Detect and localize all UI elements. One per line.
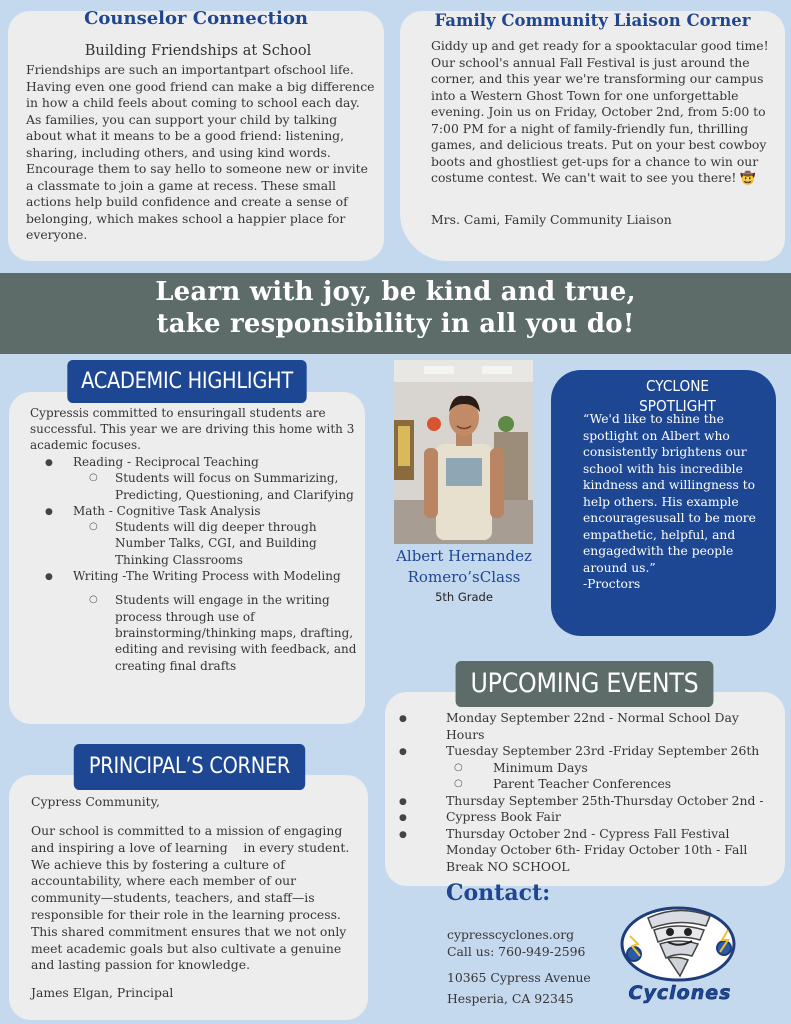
events-list	[385, 710, 785, 875]
event-fall-break: Monday October 6th- Friday October 10th - Fall Break NO SCHOOL	[446, 842, 748, 874]
academic-intro: Cypressis committed to ensuringall students are successful. This year we are driving this home with 3 academic focuses.	[30, 406, 355, 452]
list-item: ● Thursday September 25th-Thursday October 2nd -	[385, 793, 765, 810]
list-item: ○ Students will dig deeper through Number Talks, CGI, and Building Thinking Classrooms	[73, 519, 361, 568]
list-item	[31, 568, 361, 674]
student-grade: 5th Grade	[435, 590, 493, 604]
list-item: ○ Students will engage in the writing process through use of brainstorming/thinking maps, drafting, editing and revising with feedback, and creating final drafts	[73, 592, 361, 673]
principal-title: PRINCIPAL’S CORNER	[74, 744, 305, 790]
list-item: ○ Minimum Days	[438, 760, 785, 777]
contact-website[interactable]: cypresscyclones.org	[447, 927, 575, 942]
list-item: ○ Students will focus on Summarizing, Predicting, Questioning, and Clarifying	[73, 470, 361, 503]
student-photo	[394, 360, 533, 544]
events-list-a	[385, 710, 765, 760]
liaison-card	[400, 11, 785, 261]
cowboy-emoji-icon: 🤠	[740, 170, 756, 185]
liaison-signature: Mrs. Cami, Family Community Liaison	[431, 212, 672, 227]
spotlight-title-line-2: SPOTLIGHT	[639, 397, 716, 415]
list-item: ● Monday September 22nd - Normal School Day Hours	[385, 710, 765, 743]
spotlight-signature: -Proctors	[583, 577, 641, 591]
list-item: ● Cypress Book Fair	[385, 809, 765, 826]
principal-body: Our school is committed to a mission of engaging and inspiring a love of learning in every student. We achieve this by fostering a culture of accountability, where each member of our community—students, teachers, and staff—is responsible for their role in the learning process. This shared commitment ensures that we not only meet academic goals but also cultivate a genuine and lasting passion for knowledge.	[31, 823, 354, 973]
sub-list	[73, 470, 361, 503]
liaison-text: Giddy up and get ready for a spooktacular good time! Our school's annual Fall Festival is just around the corner, and this year we're transforming our campus into a Western Ghost Town for one unforgettable evening. Join us on Friday, October 2nd, from 5:00 to 7:00 PM for a night of family-friendly fun, thrilling games, and delicious treats. Put on your best cowboy boots and ghostliest get-ups for a chance to win our costume contest. We can't wait to see you there!	[431, 38, 769, 185]
academic-title: ACADEMIC HIGHLIGHT	[67, 360, 306, 403]
academic-item-label: Math - Cognitive Task Analysis	[73, 503, 261, 518]
liaison-title: Family Community Liaison Corner	[434, 11, 751, 30]
spotlight-title	[566, 376, 789, 416]
liaison-body	[431, 38, 776, 187]
counselor-title: Counselor Connection	[84, 8, 308, 29]
list-item: ● Tuesday September 23rd -Friday September 26th	[385, 743, 765, 760]
sub-list	[73, 592, 361, 673]
list-item	[31, 454, 361, 503]
events-title: UPCOMING EVENTS	[456, 661, 714, 707]
spotlight-card	[551, 370, 776, 636]
principal-greeting: Cypress Community,	[31, 794, 160, 809]
contact-address-line-1: 10365 Cypress Avenue	[447, 970, 591, 985]
events-sub-list	[438, 760, 785, 793]
motto-banner	[0, 273, 791, 354]
spotlight-title-line-1: CYCLONE	[645, 377, 710, 395]
event-festival: ● Thursday October 2nd - Cypress Fall Festival	[446, 825, 730, 841]
academic-list	[31, 454, 361, 674]
contact-address-line-2: Hesperia, CA 92345	[447, 991, 574, 1006]
student-name	[380, 546, 548, 588]
cyclone-mascot-icon	[600, 896, 760, 986]
counselor-card	[8, 8, 384, 261]
counselor-subtitle: Building Friendships at School	[84, 43, 312, 59]
motto-line-2: take responsibility in all you do!	[156, 309, 635, 339]
spotlight-quote: “We'd like to shine the spotlight on Albert who consistently brightens our school with his incredible kindness and willingness to help others. His example encouragesusall to be more empathetic, helpful, and engagedwith the people around us.”	[583, 412, 756, 575]
events-card	[385, 692, 785, 886]
student-photo-illustration	[394, 360, 533, 544]
principal-signature: James Elgan, Principal	[31, 985, 174, 1000]
academic-item-label: Reading - Reciprocal Teaching	[73, 455, 259, 469]
student-name-line-2: Romero’sClass	[407, 568, 521, 586]
list-item	[385, 826, 765, 876]
student-name-line-1: Albert Hernandez	[396, 547, 532, 565]
cyclones-logo-text: Cyclones	[628, 982, 732, 1004]
academic-item-label: Writing -The Writing Process with Modeling	[73, 569, 341, 584]
cyclones-logo	[600, 896, 760, 1008]
academic-card	[9, 392, 365, 724]
list-item	[31, 503, 361, 568]
contact-phone[interactable]: Call us: 760-949-2596	[447, 944, 586, 959]
sub-list	[73, 519, 361, 568]
events-list-b	[385, 793, 765, 876]
list-item: ○ Parent Teacher Conferences	[438, 776, 785, 793]
contact-title: Contact:	[446, 880, 551, 906]
motto-line-1: Learn with joy, be kind and true,	[155, 277, 636, 307]
principal-card	[9, 775, 368, 1020]
counselor-body: Friendships are such an importantpart ofschool life. Having even one good friend can make a big difference in how a child feels about coming to school each day. As families, you can support your child by talking about what it means to be a good friend: listening, sharing, including others, and using kind words. Encourage them to say hello to someone new or invite a classmate to join a game at recess. These small actions help build confidence and create a sense of belonging, which makes school a happier place for everyone.	[26, 62, 375, 242]
